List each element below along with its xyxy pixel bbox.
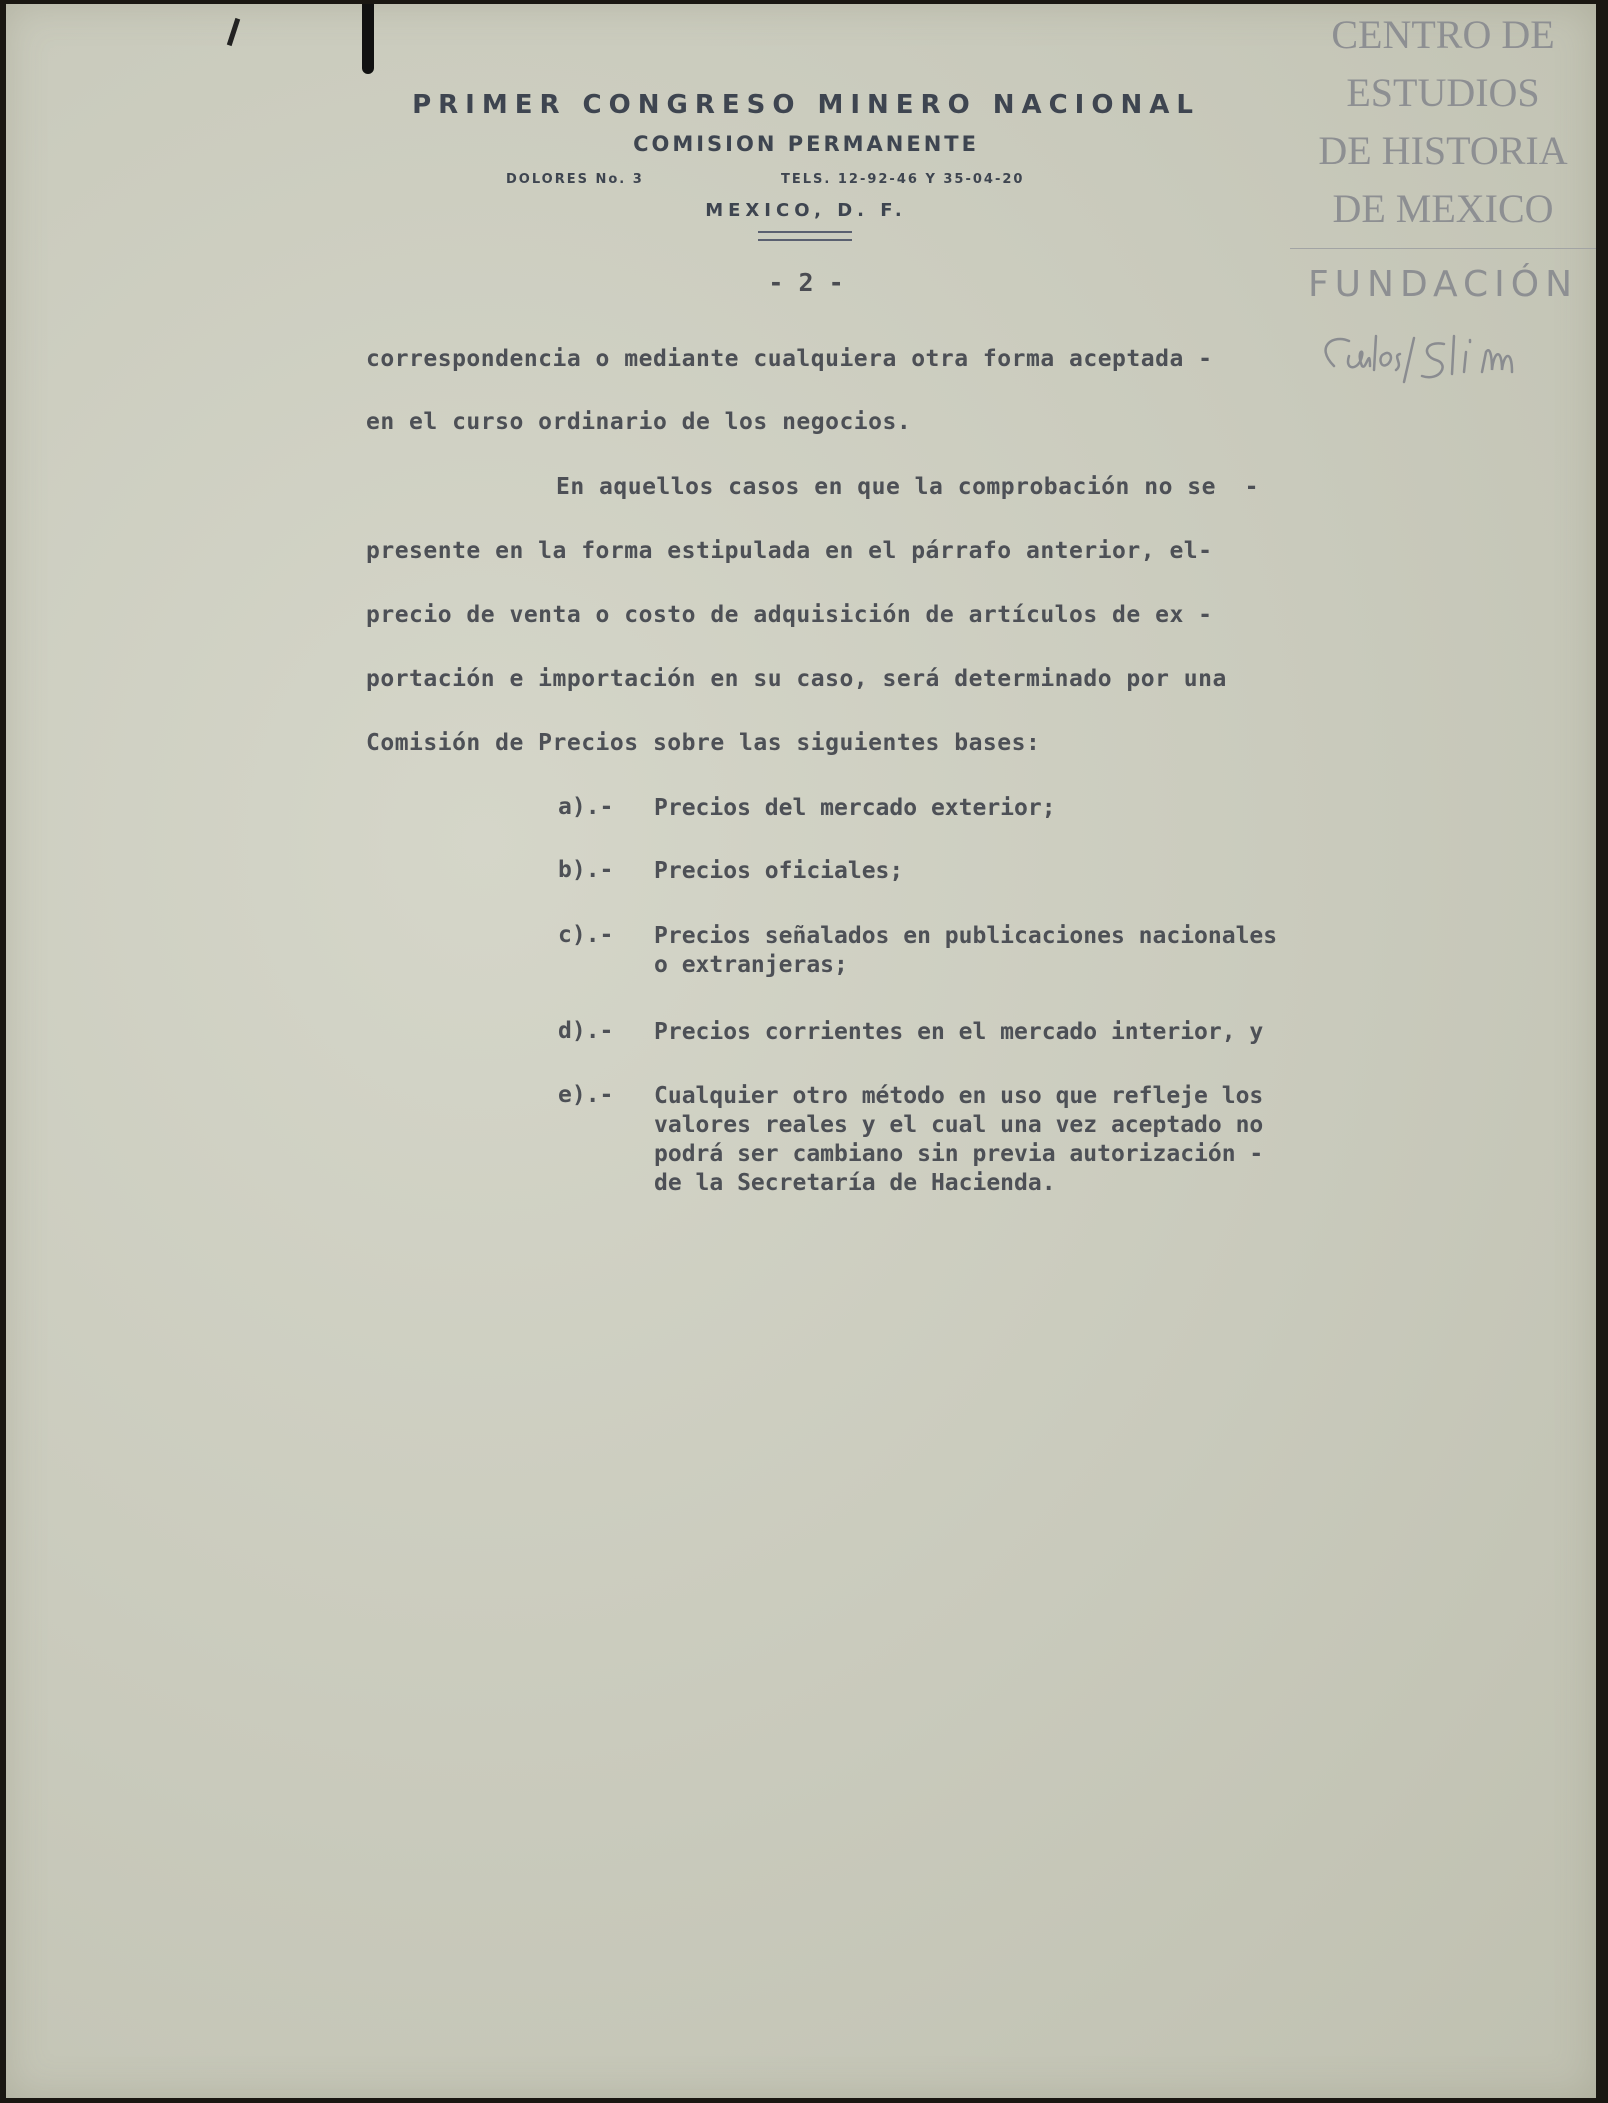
document-page <box>6 4 1596 2098</box>
list-item-text: valores reales y el cual una vez aceptado no <box>654 1112 1264 1138</box>
list-item-text: o extranjeras; <box>654 952 848 978</box>
list-item-text: Precios oficiales; <box>654 858 904 884</box>
list-item-text: Precios del mercado exterior; <box>654 795 1056 821</box>
list-item-text: Cualquier otro método en uso que refleje los <box>654 1083 1264 1109</box>
list-item-text: podrá ser cambiano sin previa autorización - <box>654 1141 1264 1167</box>
body-line: correspondencia o mediante cualquiera otra forma aceptada - <box>366 346 1213 372</box>
list-item-label: e).- <box>558 1082 614 1108</box>
list-item-text: Precios señalados en publicaciones nacionales <box>654 923 1278 949</box>
list-item-text: de la Secretaría de Hacienda. <box>654 1170 1056 1196</box>
stamp-line: CENTRO DE <box>1331 12 1555 57</box>
letterhead-title: PRIMER CONGRESO MINERO NACIONAL <box>412 90 1200 120</box>
body-line: En aquellos casos en que la comprobación no se - <box>556 474 1260 500</box>
list-item-label: b).- <box>558 857 614 883</box>
list-item-text: Precios corrientes en el mercado interior, y <box>654 1019 1264 1045</box>
stamp-line: DE MEXICO <box>1332 186 1554 231</box>
page-number: - 2 - <box>768 268 844 297</box>
ink-mark <box>227 18 240 46</box>
list-item-label: d).- <box>558 1018 614 1044</box>
letterhead-phones: TELS. 12-92-46 Y 35-04-20 <box>781 172 1025 187</box>
stamp-line: ESTUDIOS <box>1346 70 1540 115</box>
archive-stamp <box>1290 4 1596 399</box>
body-line: portación e importación en su caso, será determinado por una <box>366 666 1227 692</box>
letterhead-subtitle: COMISION PERMANENTE <box>633 132 979 156</box>
ink-mark <box>362 4 374 74</box>
body-line: precio de venta o costo de adquisición de artículos de ex - <box>366 602 1213 628</box>
letterhead-rule <box>758 231 852 241</box>
stamp-foundation: FUNDACIÓN <box>1307 264 1579 305</box>
body-line: presente en la forma estipulada en el párrafo anterior, el- <box>366 538 1213 564</box>
list-item-label: a).- <box>558 794 614 820</box>
letterhead-city: MEXICO, D. F. <box>705 200 907 221</box>
body-line: Comisión de Precios sobre las siguientes bases: <box>366 730 1041 756</box>
stamp-line: DE HISTORIA <box>1318 128 1568 173</box>
signature-logo <box>1304 326 1596 386</box>
list-item-label: c).- <box>558 922 614 948</box>
body-line: en el curso ordinario de los negocios. <box>366 409 912 435</box>
stamp-rule <box>1290 248 1596 249</box>
letterhead-address: DOLORES No. 3 <box>506 172 644 187</box>
